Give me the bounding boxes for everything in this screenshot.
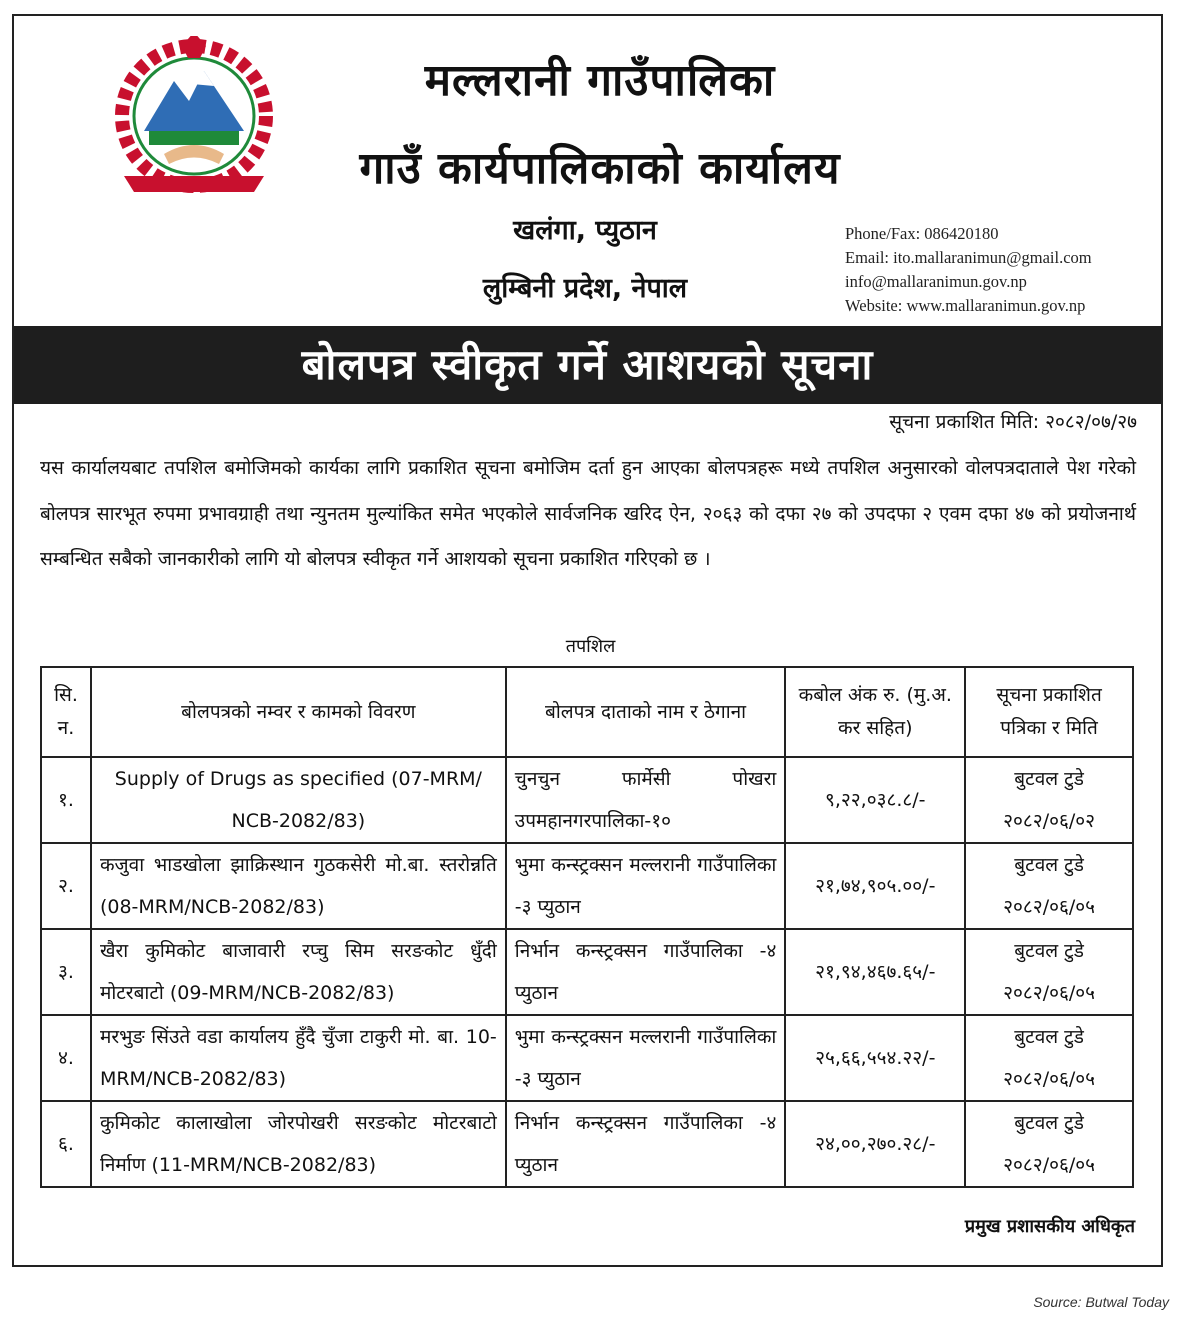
contact-phone: Phone/Fax: 086420180: [845, 224, 999, 243]
row-work: खैरा कुमिकोट बाजावारी रप्चु सिम सरङकोट धुँदी मोटरबाटो (09-MRM/NCB-2082/83): [91, 929, 506, 1015]
contact-email-2: info@mallaranimun.gov.np: [845, 272, 1027, 291]
row-amount: २१,७४,९०५.००/-: [785, 843, 965, 929]
row-sn: ६.: [41, 1101, 91, 1187]
row-bidder: भुमा कन्स्ट्रक्सन मल्लरानी गाउँपालिका -३ प्युठान: [506, 1015, 786, 1101]
table-caption: तपशिल: [565, 636, 616, 657]
table-row: [41, 757, 1133, 843]
table-row: [41, 843, 1133, 929]
contact-email: Email: ito.mallaranimun@gmail.com: [845, 248, 1092, 267]
row-paper: [965, 929, 1133, 1015]
row-bidder: चुनचुन फार्मेसी पोखरा उपमहानगरपालिका-१०: [506, 757, 786, 843]
row-sn: २.: [41, 843, 91, 929]
row-sn: ३.: [41, 929, 91, 1015]
col-header-bidder: बोलपत्र दाताको नाम र ठेगाना: [506, 667, 786, 757]
col-header-amount: कबोल अंक रु. (मु.अ. कर सहित): [785, 667, 965, 757]
row-paper: [965, 757, 1133, 843]
row-sn: ४.: [41, 1015, 91, 1101]
row-amount: २१,९४,४६७.६५/-: [785, 929, 965, 1015]
row-paper: [965, 1101, 1133, 1187]
row-work: कजुवा भाडखोला झाक्रिस्थान गुठकसेरी मो.बा. स्तरोन्नति (08-MRM/NCB-2082/83): [91, 843, 506, 929]
office-subtitle: गाउँ कार्यपालिकाको कार्यालय: [359, 143, 841, 194]
row-paper-date: २०८२/०६/०२: [1003, 810, 1096, 832]
row-paper-date: २०८२/०६/०५: [1003, 1154, 1096, 1176]
row-paper-name: बुटवल टुडे: [1014, 854, 1084, 876]
office-title: मल्लरानी गाउँपालिका: [424, 55, 776, 106]
row-bidder: निर्भान कन्स्ट्रक्सन गाउँपालिका -४ प्युठान: [506, 1101, 786, 1187]
table-row: [41, 929, 1133, 1015]
row-sn: १.: [41, 757, 91, 843]
row-bidder: भुमा कन्स्ट्रक्सन मल्लरानी गाउँपालिका -३ प्युठान: [506, 843, 786, 929]
row-paper-name: बुटवल टुडे: [1014, 768, 1084, 790]
bid-table: [40, 666, 1134, 1188]
row-bidder: निर्भान कन्स्ट्रक्सन गाउँपालिका -४ प्युठान: [506, 929, 786, 1015]
row-paper-name: बुटवल टुडे: [1014, 1112, 1084, 1134]
row-paper-name: बुटवल टुडे: [1014, 1026, 1084, 1048]
row-paper-date: २०८२/०६/०५: [1003, 982, 1096, 1004]
notice-title-banner: बोलपत्र स्वीकृत गर्ने आशयको सूचना: [14, 326, 1161, 404]
col-header-sn: सि. न.: [41, 667, 91, 757]
row-paper-name: बुटवल टुडे: [1014, 940, 1084, 962]
row-amount: २४,००,२७०.२८/-: [785, 1101, 965, 1187]
row-paper-date: २०८२/०६/०५: [1003, 1068, 1096, 1090]
table-header-row: [41, 667, 1133, 757]
row-paper: [965, 1015, 1133, 1101]
row-work: कुमिकोट कालाखोला जोरपोखरी सरङकोट मोटरबाटो निर्माण (11-MRM/NCB-2082/83): [91, 1101, 506, 1187]
signer: प्रमुख प्रशासकीय अधिकृत: [964, 1216, 1135, 1237]
address-line-2: लुम्बिनी प्रदेश, नेपाल: [482, 273, 688, 304]
col-header-work: बोलपत्रको नम्वर र कामको विवरण: [91, 667, 506, 757]
col-header-paper: सूचना प्रकाशित पत्रिका र मिति: [965, 667, 1133, 757]
published-date: सूचना प्रकाशित मिति: २०८२/०७/२७: [889, 411, 1137, 433]
row-paper: [965, 843, 1133, 929]
row-work: Supply of Drugs as specified (07-MRM/ NCB-2082/83): [91, 757, 506, 843]
address-line-1: खलंगा, प्युठान: [513, 215, 657, 246]
table-row: [41, 1101, 1133, 1187]
row-amount: ९,२२,०३८.८/-: [785, 757, 965, 843]
source-credit: Source: Butwal Today: [1033, 1294, 1169, 1310]
table-row: [41, 1015, 1133, 1101]
contact-block: [845, 222, 1155, 318]
row-paper-date: २०८२/०६/०५: [1003, 896, 1096, 918]
contact-website: Website: www.mallaranimun.gov.np: [845, 296, 1086, 315]
row-work: मरभुङ सिंउते वडा कार्यालय हुँदै चुँजा टाकुरी मो. बा. 10-MRM/NCB-2082/83): [91, 1015, 506, 1101]
row-amount: २५,६६,५५४.२२/-: [785, 1015, 965, 1101]
notice-body: यस कार्यालयबाट तपशिल बमोजिमको कार्यका लागि प्रकाशित सूचना बमोजिम दर्ता हुन आएका बोलपत्रहरू मध्ये तपशिल अनुसारको वोलपत्रदाताले पेश गरेको बोलपत्र सारभूत रुपमा प्रभावग्राही तथा न्युनतम मुल्यांकित समेत भएकोले सार्वजनिक खरिद ऐन, २०६३ को दफा २७ को उपदफा २ एवम दफा ४७ को प्रयोजनार्थ सम्बन्धित सबैको जानकारीको लागि यो बोलपत्र स्वीकृत गर्ने आशयको सूचना प्रकाशित गरिएको छ ।: [40, 457, 1136, 570]
